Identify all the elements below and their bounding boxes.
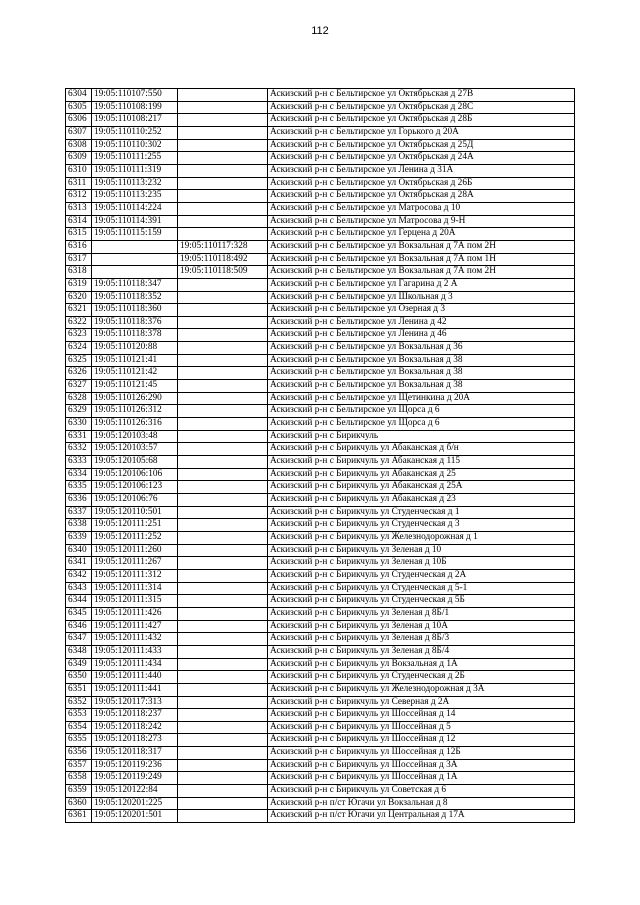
row-number-cell: 6339 — [66, 531, 92, 544]
table-row — [66, 139, 575, 152]
table-row — [66, 316, 575, 329]
table-row — [66, 367, 575, 380]
address-cell: Аскизский р-н с Бельтирское ул Вокзальная д 7А пом 1Н — [268, 253, 575, 266]
row-number-cell: 6309 — [66, 152, 92, 165]
row-number-cell: 6350 — [66, 671, 92, 684]
cadastral-number-cell: 19:05:120106:123 — [92, 481, 178, 494]
premises-cadastral-number-cell — [178, 354, 268, 367]
table-row — [66, 620, 575, 633]
row-number-cell: 6357 — [66, 759, 92, 772]
premises-cadastral-number-cell — [178, 89, 268, 102]
row-number-cell: 6307 — [66, 126, 92, 139]
premises-cadastral-number-cell — [178, 177, 268, 190]
address-cell: Аскизский р-н с Бирикчуль ул Зеленая д 10А — [268, 620, 575, 633]
row-number-cell: 6341 — [66, 557, 92, 570]
row-number-cell: 6312 — [66, 190, 92, 203]
premises-cadastral-number-cell — [178, 152, 268, 165]
table-row — [66, 557, 575, 570]
table-row — [66, 468, 575, 481]
premises-cadastral-number-cell — [178, 696, 268, 709]
row-number-cell: 6361 — [66, 810, 92, 823]
address-cell: Аскизский р-н с Бельтирское ул Щорса д 6 — [268, 405, 575, 418]
row-number-cell: 6315 — [66, 228, 92, 241]
table-row — [66, 797, 575, 810]
row-number-cell: 6335 — [66, 481, 92, 494]
address-cell: Аскизский р-н с Бельтирское ул Вокзальная д 36 — [268, 342, 575, 355]
table-row — [66, 202, 575, 215]
premises-cadastral-number-cell — [178, 405, 268, 418]
premises-cadastral-number-cell — [178, 721, 268, 734]
cadastral-number-cell: 19:05:110110:302 — [92, 139, 178, 152]
table-row — [66, 633, 575, 646]
row-number-cell: 6340 — [66, 544, 92, 557]
cadastral-number-cell: 19:05:110121:42 — [92, 367, 178, 380]
premises-cadastral-number-cell — [178, 367, 268, 380]
cadastral-number-cell: 19:05:120111:312 — [92, 569, 178, 582]
address-cell: Аскизский р-н с Бирикчуль ул Шоссейная д 5 — [268, 721, 575, 734]
row-number-cell: 6325 — [66, 354, 92, 367]
address-cell: Аскизский р-н с Бельтирское ул Щетинкина д 20А — [268, 392, 575, 405]
table-row — [66, 709, 575, 722]
table-row — [66, 253, 575, 266]
cadastral-number-cell: 19:05:110126:290 — [92, 392, 178, 405]
table-row — [66, 329, 575, 342]
premises-cadastral-number-cell — [178, 228, 268, 241]
row-number-cell: 6314 — [66, 215, 92, 228]
row-number-cell: 6348 — [66, 645, 92, 658]
row-number-cell: 6338 — [66, 519, 92, 532]
premises-cadastral-number-cell — [178, 215, 268, 228]
table-row — [66, 430, 575, 443]
address-cell: Аскизский р-н с Бельтирское ул Вокзальная д 38 — [268, 367, 575, 380]
row-number-cell: 6354 — [66, 721, 92, 734]
cadastral-number-cell: 19:05:110114:391 — [92, 215, 178, 228]
cadastral-number-cell: 19:05:120111:426 — [92, 607, 178, 620]
address-cell: Аскизский р-н с Бирикчуль ул Северная д 2А — [268, 696, 575, 709]
address-cell: Аскизский р-н с Бирикчуль ул Студенческая д 1 — [268, 506, 575, 519]
address-cell: Аскизский р-н с Бельтирское ул Горького д 20А — [268, 126, 575, 139]
cadastral-number-cell: 19:05:110126:312 — [92, 405, 178, 418]
premises-cadastral-number-cell: 19:05:110118:509 — [178, 266, 268, 279]
row-number-cell: 6346 — [66, 620, 92, 633]
premises-cadastral-number-cell — [178, 506, 268, 519]
table-row — [66, 114, 575, 127]
cadastral-number-cell: 19:05:110110:252 — [92, 126, 178, 139]
row-number-cell: 6323 — [66, 329, 92, 342]
address-cell: Аскизский р-н с Бельтирское ул Октябрьская д 28А — [268, 190, 575, 203]
row-number-cell: 6334 — [66, 468, 92, 481]
address-cell: Аскизский р-н с Бельтирское ул Вокзальная д 7А пом 2Н — [268, 266, 575, 279]
address-cell: Аскизский р-н с Бельтирское ул Герцена д 20А — [268, 228, 575, 241]
address-cell: Аскизский р-н с Бирикчуль ул Шоссейная д 1А — [268, 772, 575, 785]
premises-cadastral-number-cell — [178, 342, 268, 355]
premises-cadastral-number-cell — [178, 380, 268, 393]
cadastral-number-cell: 19:05:110118:378 — [92, 329, 178, 342]
cadastral-number-cell: 19:05:120111:440 — [92, 671, 178, 684]
cadastral-number-cell: 19:05:110120:88 — [92, 342, 178, 355]
table-row — [66, 190, 575, 203]
table-row — [66, 456, 575, 469]
address-cell: Аскизский р-н с Бирикчуль ул Зеленая д 8Б/4 — [268, 645, 575, 658]
cadastral-number-cell: 19:05:120111:315 — [92, 595, 178, 608]
premises-cadastral-number-cell — [178, 126, 268, 139]
table-row — [66, 772, 575, 785]
cadastral-number-cell: 19:05:110115:159 — [92, 228, 178, 241]
row-number-cell: 6349 — [66, 658, 92, 671]
premises-cadastral-number-cell — [178, 190, 268, 203]
row-number-cell: 6342 — [66, 569, 92, 582]
address-cell: Аскизский р-н с Бирикчуль ул Абаканская д 115 — [268, 456, 575, 469]
cadastral-number-cell: 19:05:120201:501 — [92, 810, 178, 823]
table-row — [66, 506, 575, 519]
premises-cadastral-number-cell — [178, 101, 268, 114]
address-cell: Аскизский р-н с Бирикчуль ул Шоссейная д 12 — [268, 734, 575, 747]
row-number-cell: 6308 — [66, 139, 92, 152]
premises-cadastral-number-cell — [178, 582, 268, 595]
row-number-cell: 6331 — [66, 430, 92, 443]
table-row — [66, 785, 575, 798]
cadastral-number-cell: 19:05:110111:255 — [92, 152, 178, 165]
table-row — [66, 747, 575, 760]
table-row — [66, 266, 575, 279]
row-number-cell: 6317 — [66, 253, 92, 266]
table-row — [66, 126, 575, 139]
premises-cadastral-number-cell — [178, 544, 268, 557]
table-row — [66, 645, 575, 658]
row-number-cell: 6330 — [66, 418, 92, 431]
address-cell: Аскизский р-н с Бирикчуль ул Студенческая д 5Б — [268, 595, 575, 608]
cadastral-number-cell: 19:05:120111:267 — [92, 557, 178, 570]
row-number-cell: 6345 — [66, 607, 92, 620]
cadastral-number-cell: 19:05:120103:48 — [92, 430, 178, 443]
address-cell: Аскизский р-н с Бельтирское ул Ленина д 31А — [268, 164, 575, 177]
cadastral-number-cell: 19:05:120118:237 — [92, 709, 178, 722]
address-cell: Аскизский р-н с Бельтирское ул Октябрьская д 24А — [268, 152, 575, 165]
cadastral-number-cell: 19:05:120111:434 — [92, 658, 178, 671]
cadastral-number-cell: 19:05:120105:68 — [92, 456, 178, 469]
cadastral-number-cell: 19:05:120111:432 — [92, 633, 178, 646]
cadastral-number-cell: 19:05:120111:427 — [92, 620, 178, 633]
table-row — [66, 228, 575, 241]
row-number-cell: 6343 — [66, 582, 92, 595]
table-row — [66, 658, 575, 671]
premises-cadastral-number-cell: 19:05:110117:328 — [178, 240, 268, 253]
cadastral-number-cell: 19:05:120117:313 — [92, 696, 178, 709]
table-row — [66, 734, 575, 747]
table-row — [66, 569, 575, 582]
premises-cadastral-number-cell — [178, 392, 268, 405]
address-cell: Аскизский р-н с Бельтирское ул Октябрьская д 27В — [268, 89, 575, 102]
cadastral-number-cell: 19:05:120110:501 — [92, 506, 178, 519]
table-row — [66, 696, 575, 709]
premises-cadastral-number-cell — [178, 620, 268, 633]
table-row — [66, 240, 575, 253]
premises-cadastral-number-cell — [178, 759, 268, 772]
row-number-cell: 6326 — [66, 367, 92, 380]
table-row — [66, 215, 575, 228]
row-number-cell: 6356 — [66, 747, 92, 760]
row-number-cell: 6329 — [66, 405, 92, 418]
row-number-cell: 6336 — [66, 494, 92, 507]
address-cell: Аскизский р-н с Бирикчуль ул Зеленая д 8Б/3 — [268, 633, 575, 646]
table-row — [66, 392, 575, 405]
cadastral-number-cell: 19:05:110108:199 — [92, 101, 178, 114]
address-cell: Аскизский р-н с Бельтирское ул Озерная д 3 — [268, 304, 575, 317]
row-number-cell: 6306 — [66, 114, 92, 127]
premises-cadastral-number-cell — [178, 519, 268, 532]
premises-cadastral-number-cell — [178, 785, 268, 798]
premises-cadastral-number-cell — [178, 607, 268, 620]
address-cell: Аскизский р-н с Бельтирское ул Октябрьская д 25Д — [268, 139, 575, 152]
premises-cadastral-number-cell — [178, 557, 268, 570]
row-number-cell: 6344 — [66, 595, 92, 608]
row-number-cell: 6318 — [66, 266, 92, 279]
premises-cadastral-number-cell — [178, 645, 268, 658]
premises-cadastral-number-cell — [178, 329, 268, 342]
cadastral-number-cell: 19:05:120106:76 — [92, 494, 178, 507]
table-row — [66, 595, 575, 608]
cadastral-number-cell: 19:05:120118:317 — [92, 747, 178, 760]
cadastral-number-cell: 19:05:120111:314 — [92, 582, 178, 595]
cadastral-number-cell: 19:05:110118:360 — [92, 304, 178, 317]
premises-cadastral-number-cell — [178, 316, 268, 329]
premises-cadastral-number-cell — [178, 772, 268, 785]
table-row — [66, 810, 575, 823]
address-cell: Аскизский р-н с Бирикчуль ул Абаканская д 25А — [268, 481, 575, 494]
table-row — [66, 519, 575, 532]
premises-cadastral-number-cell — [178, 418, 268, 431]
address-cell: Аскизский р-н с Бельтирское ул Вокзальная д 38 — [268, 354, 575, 367]
row-number-cell: 6324 — [66, 342, 92, 355]
row-number-cell: 6360 — [66, 797, 92, 810]
cadastral-number-cell: 19:05:120119:249 — [92, 772, 178, 785]
address-cell: Аскизский р-н с Бирикчуль ул Абаканская д 23 — [268, 494, 575, 507]
table-row — [66, 544, 575, 557]
address-cell: Аскизский р-н с Бельтирское ул Гагарина д 2 А — [268, 278, 575, 291]
address-cell: Аскизский р-н с Бельтирское ул Вокзальная д 38 — [268, 380, 575, 393]
cadastral-number-cell: 19:05:110113:232 — [92, 177, 178, 190]
premises-cadastral-number-cell — [178, 278, 268, 291]
premises-cadastral-number-cell — [178, 569, 268, 582]
cadastral-number-cell: 19:05:120111:433 — [92, 645, 178, 658]
premises-cadastral-number-cell — [178, 810, 268, 823]
cadastral-number-cell: 19:05:120111:260 — [92, 544, 178, 557]
address-cell: Аскизский р-н с Бирикчуль ул Шоссейная д 12Б — [268, 747, 575, 760]
address-cell: Аскизский р-н с Бельтирское ул Щорса д 6 — [268, 418, 575, 431]
row-number-cell: 6320 — [66, 291, 92, 304]
address-cell: Аскизский р-н с Бирикчуль ул Советская д 6 — [268, 785, 575, 798]
premises-cadastral-number-cell — [178, 671, 268, 684]
address-cell: Аскизский р-н с Бельтирское ул Матросова д 9-Н — [268, 215, 575, 228]
cadastral-number-cell: 19:05:120201:225 — [92, 797, 178, 810]
address-cell: Аскизский р-н с Бирикчуль ул Железнодорожная д 1 — [268, 531, 575, 544]
table-row — [66, 582, 575, 595]
premises-cadastral-number-cell — [178, 304, 268, 317]
premises-cadastral-number-cell — [178, 443, 268, 456]
cadastral-number-cell: 19:05:110113:235 — [92, 190, 178, 203]
cadastral-number-cell: 19:05:110118:376 — [92, 316, 178, 329]
table-row — [66, 291, 575, 304]
row-number-cell: 6304 — [66, 89, 92, 102]
cadastral-number-cell: 19:05:120111:252 — [92, 531, 178, 544]
premises-cadastral-number-cell — [178, 468, 268, 481]
premises-cadastral-number-cell — [178, 481, 268, 494]
table-row — [66, 101, 575, 114]
row-number-cell: 6311 — [66, 177, 92, 190]
address-cell: Аскизский р-н с Бирикчуль ул Абаканская д 25 — [268, 468, 575, 481]
row-number-cell: 6322 — [66, 316, 92, 329]
table-row — [66, 304, 575, 317]
address-cell: Аскизский р-н с Бирикчуль ул Студенческая д 5-1 — [268, 582, 575, 595]
premises-cadastral-number-cell — [178, 658, 268, 671]
cadastral-number-cell: 19:05:110118:347 — [92, 278, 178, 291]
address-cell: Аскизский р-н с Бельтирское ул Октябрьская д 26Б — [268, 177, 575, 190]
cadastral-number-cell: 19:05:110118:352 — [92, 291, 178, 304]
row-number-cell: 6313 — [66, 202, 92, 215]
table-row — [66, 671, 575, 684]
row-number-cell: 6319 — [66, 278, 92, 291]
cadastral-number-cell: 19:05:110114:224 — [92, 202, 178, 215]
premises-cadastral-number-cell: 19:05:110118:492 — [178, 253, 268, 266]
address-cell: Аскизский р-н с Бирикчуль ул Зеленая д 10 — [268, 544, 575, 557]
table-row — [66, 380, 575, 393]
table-row — [66, 354, 575, 367]
premises-cadastral-number-cell — [178, 683, 268, 696]
cadastral-number-cell: 19:05:120111:441 — [92, 683, 178, 696]
cadastral-number-cell: 19:05:110126:316 — [92, 418, 178, 431]
table-row — [66, 164, 575, 177]
address-cell: Аскизский р-н с Бирикчуль ул Зеленая д 8Б/1 — [268, 607, 575, 620]
cadastral-number-cell: 19:05:120118:242 — [92, 721, 178, 734]
row-number-cell: 6310 — [66, 164, 92, 177]
row-number-cell: 6333 — [66, 456, 92, 469]
table-row — [66, 418, 575, 431]
premises-cadastral-number-cell — [178, 114, 268, 127]
table-row — [66, 494, 575, 507]
address-cell: Аскизский р-н с Бельтирское ул Октябрьская д 28Б — [268, 114, 575, 127]
cadastral-number-cell — [92, 266, 178, 279]
table-row — [66, 443, 575, 456]
row-number-cell: 6316 — [66, 240, 92, 253]
table-row — [66, 683, 575, 696]
address-cell: Аскизский р-н с Бельтирское ул Вокзальная д 7А пом 2Н — [268, 240, 575, 253]
premises-cadastral-number-cell — [178, 595, 268, 608]
row-number-cell: 6351 — [66, 683, 92, 696]
table-row — [66, 721, 575, 734]
cadastral-number-cell: 19:05:120111:251 — [92, 519, 178, 532]
premises-cadastral-number-cell — [178, 747, 268, 760]
table-row — [66, 531, 575, 544]
premises-cadastral-number-cell — [178, 164, 268, 177]
premises-cadastral-number-cell — [178, 797, 268, 810]
cadastral-number-cell: 19:05:110107:550 — [92, 89, 178, 102]
premises-cadastral-number-cell — [178, 734, 268, 747]
premises-cadastral-number-cell — [178, 456, 268, 469]
cadastral-number-cell: 19:05:110121:41 — [92, 354, 178, 367]
table-row — [66, 481, 575, 494]
cadastral-number-cell: 19:05:120122:84 — [92, 785, 178, 798]
cadastral-number-cell: 19:05:110111:319 — [92, 164, 178, 177]
table-row — [66, 152, 575, 165]
table-row — [66, 177, 575, 190]
address-cell: Аскизский р-н с Бельтирское ул Октябрьская д 28С — [268, 101, 575, 114]
row-number-cell: 6359 — [66, 785, 92, 798]
premises-cadastral-number-cell — [178, 139, 268, 152]
cadastral-number-cell: 19:05:120103:57 — [92, 443, 178, 456]
table-row — [66, 607, 575, 620]
address-cell: Аскизский р-н с Бельтирское ул Матросова д 10 — [268, 202, 575, 215]
address-cell: Аскизский р-н с Бельтирское ул Ленина д 46 — [268, 329, 575, 342]
property-registry-table — [65, 88, 575, 823]
cadastral-number-cell: 19:05:120119:236 — [92, 759, 178, 772]
page-number: 112 — [311, 25, 329, 37]
cadastral-number-cell: 19:05:110108:217 — [92, 114, 178, 127]
address-cell: Аскизский р-н с Бирикчуль ул Зеленая д 10Б — [268, 557, 575, 570]
address-cell: Аскизский р-н с Бирикчуль ул Железнодорожная д 3А — [268, 683, 575, 696]
cadastral-number-cell — [92, 253, 178, 266]
address-cell: Аскизский р-н с Бирикчуль ул Шоссейная д 3А — [268, 759, 575, 772]
premises-cadastral-number-cell — [178, 494, 268, 507]
table-row — [66, 759, 575, 772]
row-number-cell: 6355 — [66, 734, 92, 747]
address-cell: Аскизский р-н п/ст Югачи ул Вокзальная д 8 — [268, 797, 575, 810]
address-cell: Аскизский р-н с Бирикчуль ул Студенческая д 2А — [268, 569, 575, 582]
cadastral-number-cell: 19:05:120106:106 — [92, 468, 178, 481]
row-number-cell: 6353 — [66, 709, 92, 722]
row-number-cell: 6337 — [66, 506, 92, 519]
address-cell: Аскизский р-н с Бирикчуль ул Студенческая д 3 — [268, 519, 575, 532]
row-number-cell: 6321 — [66, 304, 92, 317]
address-cell: Аскизский р-н с Бирикчуль — [268, 430, 575, 443]
premises-cadastral-number-cell — [178, 633, 268, 646]
address-cell: Аскизский р-н п/ст Югачи ул Центральная д 17А — [268, 810, 575, 823]
row-number-cell: 6358 — [66, 772, 92, 785]
address-cell: Аскизский р-н с Бирикчуль ул Студенческая д 2Б — [268, 671, 575, 684]
address-cell: Аскизский р-н с Бельтирское ул Школьная д 3 — [268, 291, 575, 304]
cadastral-number-cell — [92, 240, 178, 253]
premises-cadastral-number-cell — [178, 709, 268, 722]
premises-cadastral-number-cell — [178, 291, 268, 304]
table-row — [66, 278, 575, 291]
cadastral-number-cell: 19:05:110121:45 — [92, 380, 178, 393]
row-number-cell: 6352 — [66, 696, 92, 709]
table-body — [66, 89, 575, 823]
table-row — [66, 342, 575, 355]
premises-cadastral-number-cell — [178, 531, 268, 544]
address-cell: Аскизский р-н с Бирикчуль ул Вокзальная д 1А — [268, 658, 575, 671]
row-number-cell: 6347 — [66, 633, 92, 646]
address-cell: Аскизский р-н с Бирикчуль ул Абаканская д б/н — [268, 443, 575, 456]
premises-cadastral-number-cell — [178, 430, 268, 443]
row-number-cell: 6328 — [66, 392, 92, 405]
address-cell: Аскизский р-н с Бельтирское ул Ленина д 42 — [268, 316, 575, 329]
row-number-cell: 6305 — [66, 101, 92, 114]
premises-cadastral-number-cell — [178, 202, 268, 215]
table-row — [66, 89, 575, 102]
cadastral-number-cell: 19:05:120118:273 — [92, 734, 178, 747]
row-number-cell: 6327 — [66, 380, 92, 393]
table-row — [66, 405, 575, 418]
address-cell: Аскизский р-н с Бирикчуль ул Шоссейная д 14 — [268, 709, 575, 722]
row-number-cell: 6332 — [66, 443, 92, 456]
